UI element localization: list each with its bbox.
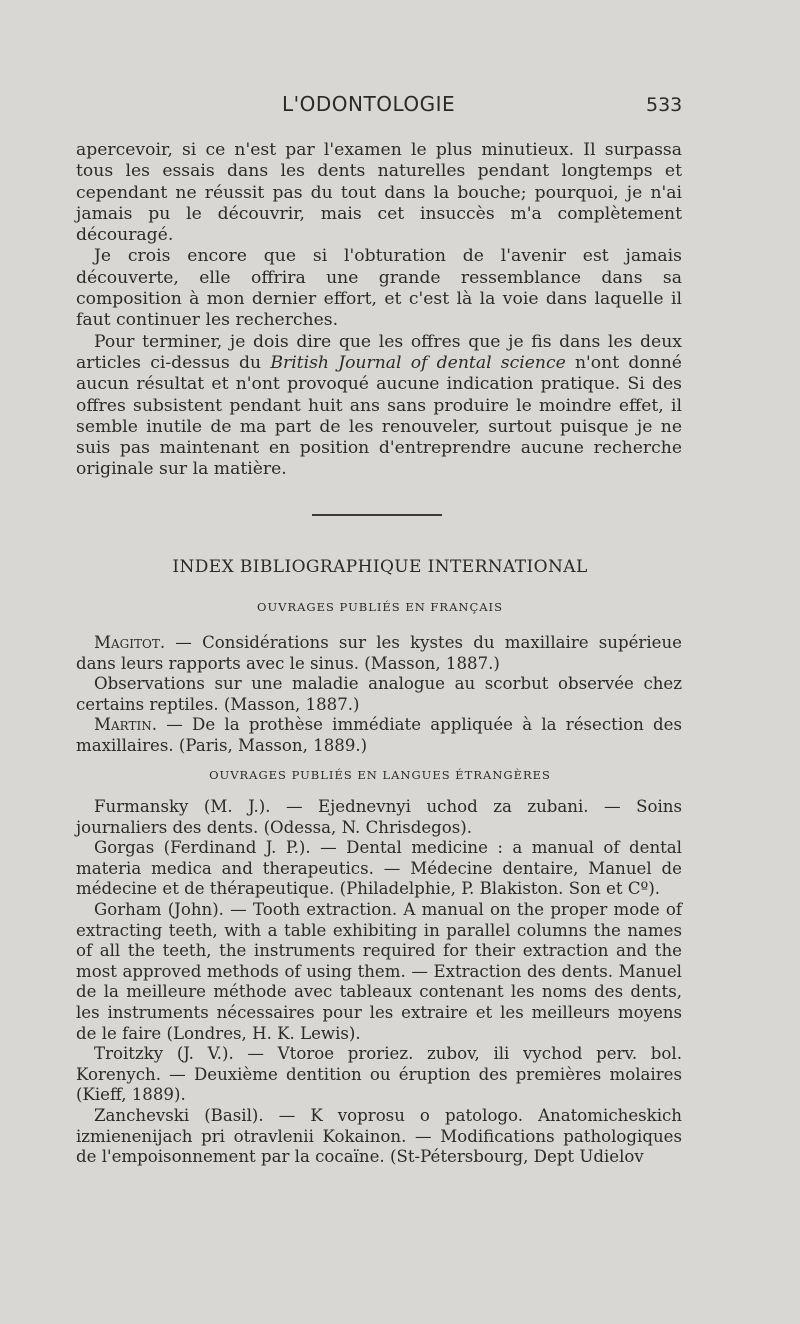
foreign-bibliography bbox=[76, 797, 682, 1168]
entry-text: — De la prothèse immédiate appliquée à la résection des maxillaires. (Paris, Masson, 1889.) bbox=[76, 715, 682, 755]
page-number: 533 bbox=[646, 94, 683, 116]
bib-entry: Zanchevski (Basil). — K voprosu o patologo. Anatomicheskich izmienenijach pri otravlenii Kokainon. — Modifications pathologiques de l'empoisonnement par la cocaïne. (St-Pétersbourg, Dept Udielov bbox=[76, 1105, 682, 1167]
journal-title: British Journal of dental science bbox=[270, 352, 566, 373]
section-heading: INDEX BIBLIOGRAPHIQUE INTERNATIONAL bbox=[172, 557, 588, 577]
bib-entry: Furmansky (M. J.). — Ejednevnyi uchod za zubani. — Soins journaliers des dents. (Odessa, N. Chrisdegos). bbox=[76, 797, 682, 837]
paragraph: Je crois encore que si l'obturation de l'avenir est jamais découverte, elle offrira une grande ressemblance dans sa composition à mon dernier effort, et c'est là la voie dans laquelle il faut continuer les recherches. bbox=[76, 246, 682, 331]
bib-entry bbox=[76, 633, 682, 674]
bib-entry bbox=[76, 674, 682, 715]
bib-entry: Troitzky (J. V.). — Vtoroe proriez. zubov, ili vychod perv. bol. Korenych. — Deuxième dentition ou éruption des premières molaires (Kieff, 1889). bbox=[76, 1044, 682, 1105]
running-header bbox=[0, 92, 800, 118]
author-name: Magitot. bbox=[94, 633, 166, 652]
paragraph: apercevoir, si ce n'est par l'examen le plus minutieux. Il surpassa tous les essais dans les dents naturelles pendant longtemps et cependant ne réussit pas du tout dans la bouche; pourquoi, je n'ai jamais pu le découvrir, mais cet insuccès m'a complètement découragé. bbox=[76, 140, 682, 246]
entry-text: Observations sur une maladie analogue au scorbut observée chez certains reptiles. (Masson, 1887.) bbox=[76, 674, 682, 714]
bib-entry: Gorgas (Ferdinand J. P.). — Dental medicine : a manual of dental materia medica and therapeutics. — Médecine dentaire, Manuel de médecine et de thérapeutique. (Philadelphie, P. Blakiston. Son et Cº). bbox=[76, 838, 682, 899]
subsection-heading: OUVRAGES PUBLIÉS EN FRANÇAIS bbox=[257, 600, 503, 614]
subsection-heading: OUVRAGES PUBLIÉS EN LANGUES ÉTRANGÈRES bbox=[209, 768, 551, 782]
paragraph: Pour terminer, je dois dire que les offres que je fis dans les deux articles ci-dessus du British Journal of dental science n'ont donné aucun résultat et n'ont provoqué aucune indication pratique. Si des offres subsistent pendant huit ans sans produire le moindre effet, il semble inutile de ma part de les renouveler, surtout puisque je ne suis pas maintenant en position d'entreprendre aucune recherche originale sur la matière. bbox=[76, 331, 682, 480]
body-text bbox=[76, 140, 682, 481]
entry-text: — Considérations sur les kystes du maxillaire supérieue dans leurs rapports avec le sinus. (Masson, 1887.) bbox=[76, 633, 682, 673]
bib-entry bbox=[76, 715, 682, 756]
bib-entry: Gorham (John). — Tooth extraction. A manual on the proper mode of extracting teeth, with a table exhibiting in parallel columns the names of all the teeth, the instruments required for their extraction and the most approved methods of using them. — Extraction des dents. Manuel de la meilleure méthode avec tableaux contenant les noms des dents, les instruments nécessaires pour les extraire et les meilleurs moyens de le faire (Londres, H. K. Lewis). bbox=[76, 899, 682, 1043]
french-bibliography bbox=[76, 633, 682, 757]
author-name: Martin. bbox=[94, 715, 157, 735]
section-divider bbox=[312, 514, 442, 516]
running-title: L'ODONTOLOGIE bbox=[282, 92, 456, 116]
